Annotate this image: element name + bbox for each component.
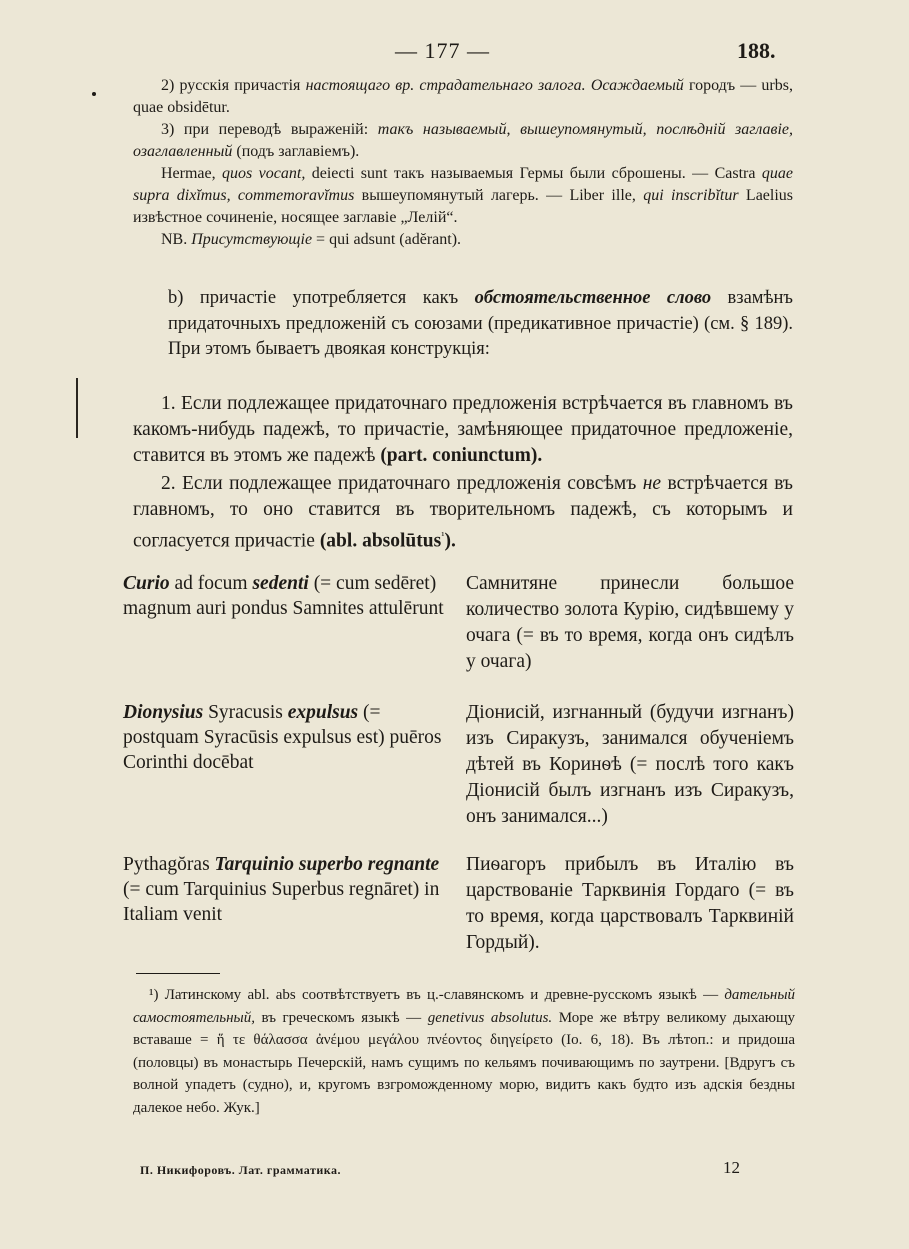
latin-segment: (= cum sedēret) magnum auri pondus Samnites attulērunt — [123, 573, 444, 619]
nb-note: NB. Присутствующіе = qui adsunt (adĕrant). — [161, 231, 462, 248]
section-number: 188. — [737, 38, 776, 63]
page-header — [0, 38, 909, 68]
page-number: — 177 — — [395, 38, 490, 63]
latin-segment: Syracusis — [203, 702, 288, 723]
latin-segment: Pythagŏras — [123, 854, 215, 875]
latin-segment: Tarquinio superbo regnante — [214, 854, 440, 875]
paragraph-3: 3) при переводѣ выраженій: такъ называемый, вышеупомянутый, послѣдній заглавіе, озаглавленный (подъ заглавіемъ). — [133, 121, 793, 160]
latin-segment: Dionysius — [123, 702, 204, 723]
paragraph-examples: Hermae, quos vocant, deiecti sunt такъ называемыя Гермы были сброшены. — Castra quae supra dixĭmus, commemoravĭmus вышеупомянутый лагерь. — Liber ille, qui inscribĭtur Laelius извѣстное сочиненіе, носящее заглавіе „Лелій“. — [133, 165, 794, 226]
footnote: ¹) Латинскому abl. abs соотвѣтствуетъ въ ц.-славянскомъ и древне-русскомъ языкѣ — дательный самостоятельный, въ греческомъ языкѣ — genetivus absolutus. Море же вѣтру великому дыхающу вставаше = ἥ τε θάλασσα ἀνέμου μεγάλου πνέοντος διηγείρετο (Io. 6, 18). Въ лѣтоп.: и придоша (половцы) въ монастырь Печерскій, намъ сущимъ по кельямъ почивающимъ по заутрени. [Вдругъ съ волной упадетъ (судно), и, кругомъ взгроможденному морю, видитъ какъ будто изъ адскія бездны далекое небо. Жук.] — [133, 987, 795, 1116]
rule-2: 2. Если подлежащее придаточнаго предложенія совсѣмъ не встрѣчается въ главномъ, то оно ставится въ творительномъ падежѣ, съ которымъ и согласуется причастіе (abl. absolūtus$^{^1}$). — [133, 473, 794, 552]
example-3-latin — [123, 852, 453, 927]
latin-segment: (= postquam Syracūsis expulsus est) puēros Corinthi docēbat — [123, 702, 442, 773]
example-2-russian: Діонисій, изгнанный (будучи изгнанъ) изъ Сиракузъ, занимался обученіемъ дѣтей въ Коринѳѣ (= послѣ того какъ Діонисій былъ изгнанъ изъ Сиракузъ, онъ занимался...) — [466, 702, 794, 827]
example-1-russian: Самнитяне принесли большое количество золота Курію, сидѣвшему у очага (= въ то время, когда онъ сидѣлъ у очага) — [466, 573, 794, 672]
example-3-russian: Пиѳагоръ прибылъ въ Италію въ царствованіе Тарквинія Гордаго (= въ то время, когда царствовалъ Тарквиній Гордый). — [466, 854, 794, 953]
example-1-latin — [123, 571, 453, 621]
top-paragraphs — [133, 75, 793, 251]
latin-segment: expulsus — [287, 702, 359, 723]
latin-segment: (= cum Tarquinius Superbus regnāret) in Italiam venit — [123, 879, 440, 925]
rules — [133, 391, 793, 555]
margin-mark — [76, 378, 78, 438]
latin-segment: ad focum — [169, 573, 253, 594]
latin-segment: sedenti — [252, 573, 309, 594]
latin-segment: Curio — [123, 573, 170, 594]
footer-sheet-number: 12 — [723, 1158, 740, 1177]
paragraph-2: 2) русскія причастія настоящаго вр. страдательнаго залога. Осаждаемый городъ — urbs, quae obsidētur. — [133, 77, 793, 116]
footer-author: П. Никифоровъ. Лат. грамматика. — [140, 1163, 342, 1177]
example-2-latin — [123, 700, 453, 775]
footnote-rule — [136, 973, 220, 974]
margin-dot — [92, 92, 96, 96]
section-b: b) причастіе употребляется какъ обстоятельственное слово взамѣнъ придаточныхъ предложеній съ союзами (предикативное причастіе) (см. § 189). При этомъ бываетъ двоякая конструкція: — [168, 288, 793, 359]
rule-1: 1. Если подлежащее придаточнаго предложенія встрѣчается въ главномъ въ какомъ-нибудь падежѣ, то причастіе, замѣняющее придаточное предложеніе, ставится въ этомъ же падежѣ (part. coniunctum). — [133, 393, 793, 466]
